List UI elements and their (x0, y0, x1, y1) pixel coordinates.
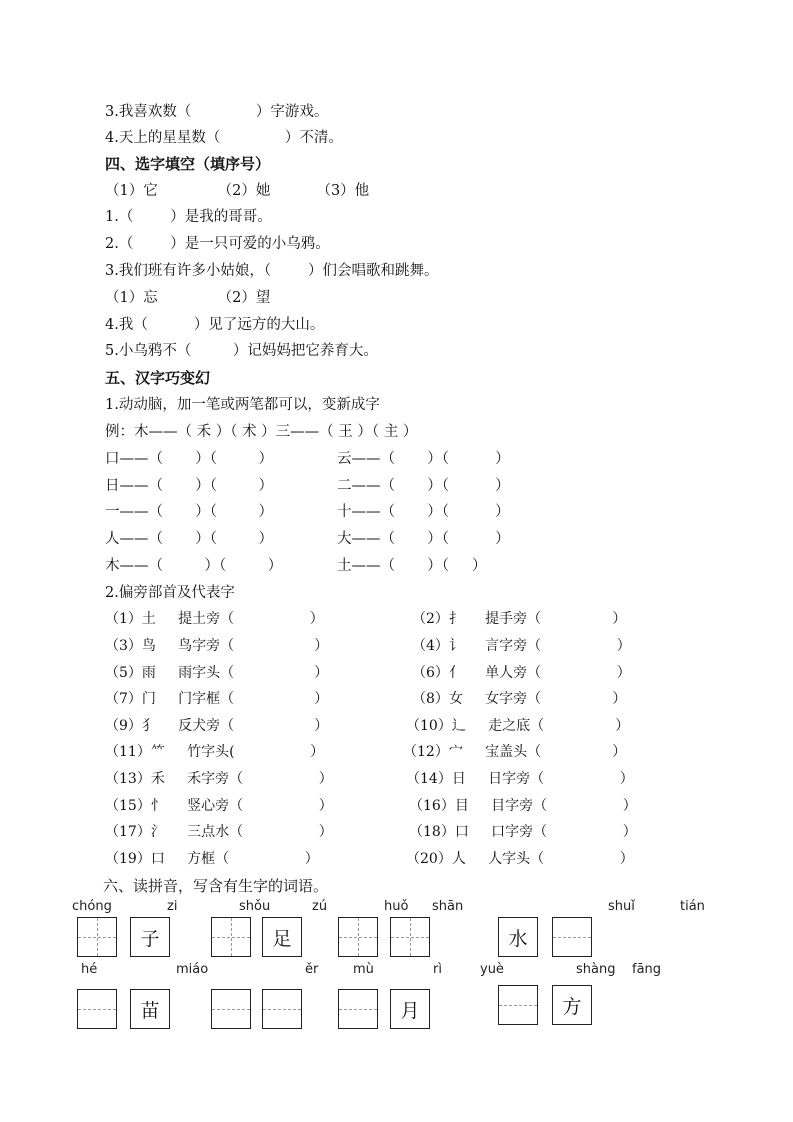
writing-box[interactable] (211, 989, 251, 1029)
writing-box (262, 917, 302, 957)
pinyin-label: zi (167, 899, 178, 914)
fill-question-5: 5.小乌鸦不（ ）记妈妈把它养育大。 (105, 343, 378, 359)
pinyin-label: miáo (176, 962, 209, 977)
question-4-text: 4.天上的星星数（ ）不清。 (105, 130, 343, 146)
box-char: 方 (562, 995, 582, 1018)
radical-item: （10）辶 走之底（ ） (406, 718, 630, 734)
radical-item: （13）禾 禾字旁（ ） (105, 771, 333, 787)
writing-box[interactable] (262, 989, 302, 1029)
radical-item: （18）口 口字旁（ ） (409, 824, 637, 840)
writing-box (552, 985, 592, 1025)
char-change-right: 云——（ ）（ ） (337, 451, 510, 467)
box-char: 足 (272, 927, 292, 950)
writing-box (390, 989, 430, 1029)
options-a: （1）它 （2）她 （3）他 (105, 183, 370, 199)
writing-box[interactable] (338, 917, 378, 957)
writing-box[interactable] (552, 917, 592, 957)
pinyin-label: fāng (632, 962, 662, 977)
char-change-left: 日——（ ）（ ） (105, 478, 273, 494)
fill-question-2: 2.（ ）是一只可爱的小乌鸦。 (105, 236, 330, 252)
part-1-title: 1.动动脑，加一笔或两笔都可以，变新成字 (105, 397, 380, 413)
question-3-text: 3.我喜欢数（ ）字游戏。 (105, 104, 329, 120)
writing-box[interactable] (211, 917, 251, 957)
box-char: 月 (400, 999, 420, 1022)
pinyin-label: shuǐ (608, 899, 635, 914)
part-2-title: 2.偏旁部首及代表字 (105, 585, 235, 601)
radical-item: （14）日 日字旁（ ） (406, 771, 634, 787)
writing-box (130, 989, 170, 1029)
radical-item: （2）扌 提手旁（ ） (412, 611, 627, 627)
pinyin-label: tián (680, 899, 705, 914)
pinyin-label: ěr (305, 962, 319, 977)
radical-item: （4）讠 言字旁（ ） (412, 638, 631, 654)
char-change-right: 十——（ ）（ ） (337, 504, 510, 520)
radical-item: （12）宀 宝盖头（ ） (403, 744, 627, 760)
writing-box[interactable] (77, 989, 117, 1029)
box-char: 水 (508, 927, 528, 950)
writing-box (130, 917, 170, 957)
pinyin-label: zú (312, 899, 328, 914)
pinyin-label: shǒu (239, 899, 271, 914)
options-b: （1）忘 （2）望 (105, 290, 271, 306)
radical-item: （1）土 提土旁（ ） (105, 611, 324, 627)
box-char: 子 (140, 927, 160, 950)
fill-question-4: 4.我（ ）见了远方的大山。 (105, 317, 325, 333)
pinyin-label: hé (81, 962, 98, 977)
radical-item: （11）⺮ 竹字头( ） (105, 744, 325, 760)
pinyin-label: chóng (72, 899, 112, 914)
char-change-left: 木——（ ）（ ） (105, 558, 283, 574)
radical-item: （6）亻 单人旁（ ） (412, 665, 631, 681)
box-char: 苗 (140, 999, 160, 1022)
radical-item: （20）人 人字头（ ） (406, 851, 634, 867)
char-change-left: 人——（ ）（ ） (105, 531, 273, 547)
pinyin-label: huǒ (384, 899, 409, 914)
pinyin-label: rì (433, 962, 442, 977)
example-line: 例：木——（ 禾 ）（ 术 ）三——（ 王 ）（ 主 ） (105, 424, 418, 440)
writing-box[interactable] (338, 989, 378, 1029)
section-4-title: 四、选字填空（填序号） (105, 155, 271, 173)
fill-question-3: 3.我们班有许多小姑娘，（ ）们会唱歌和跳舞。 (105, 263, 439, 279)
section-6-title: 六、读拼音，写含有生字的词语。 (103, 877, 329, 895)
char-change-right: 土——（ ）（ ） (337, 558, 487, 574)
section-5-title: 五、汉字巧变幻 (105, 369, 211, 387)
radical-item: （19）口 方框（ ） (105, 851, 319, 867)
char-change-right: 大——（ ）（ ） (337, 531, 510, 547)
radical-item: （5）雨 雨字头（ ） (105, 665, 329, 681)
radical-item: （9）犭 反犬旁（ ） (105, 718, 329, 734)
radical-item: （7）门 门字框（ ） (105, 691, 329, 707)
char-change-left: 一——（ ）（ ） (105, 504, 273, 520)
writing-box[interactable] (498, 985, 538, 1025)
char-change-right: 二——（ ）（ ） (337, 478, 510, 494)
radical-item: （15）忄 竖心旁（ ） (105, 798, 333, 814)
radical-item: （16）目 目字旁（ ） (409, 798, 637, 814)
pinyin-label: yuè (480, 962, 504, 977)
char-change-left: 口——（ ）（ ） (105, 451, 273, 467)
writing-box[interactable] (390, 917, 430, 957)
fill-question-1: 1.（ ）是我的哥哥。 (105, 209, 272, 225)
writing-box (498, 917, 538, 957)
writing-box[interactable] (77, 917, 117, 957)
radical-item: （3）鸟 鸟字旁（ ） (105, 638, 329, 654)
pinyin-label: shàng (576, 962, 616, 977)
pinyin-label: shān (432, 899, 464, 914)
pinyin-label: mù (353, 962, 374, 977)
radical-item: （17）氵 三点水（ ） (105, 824, 333, 840)
radical-item: （8）女 女字旁（ ） (412, 691, 627, 707)
